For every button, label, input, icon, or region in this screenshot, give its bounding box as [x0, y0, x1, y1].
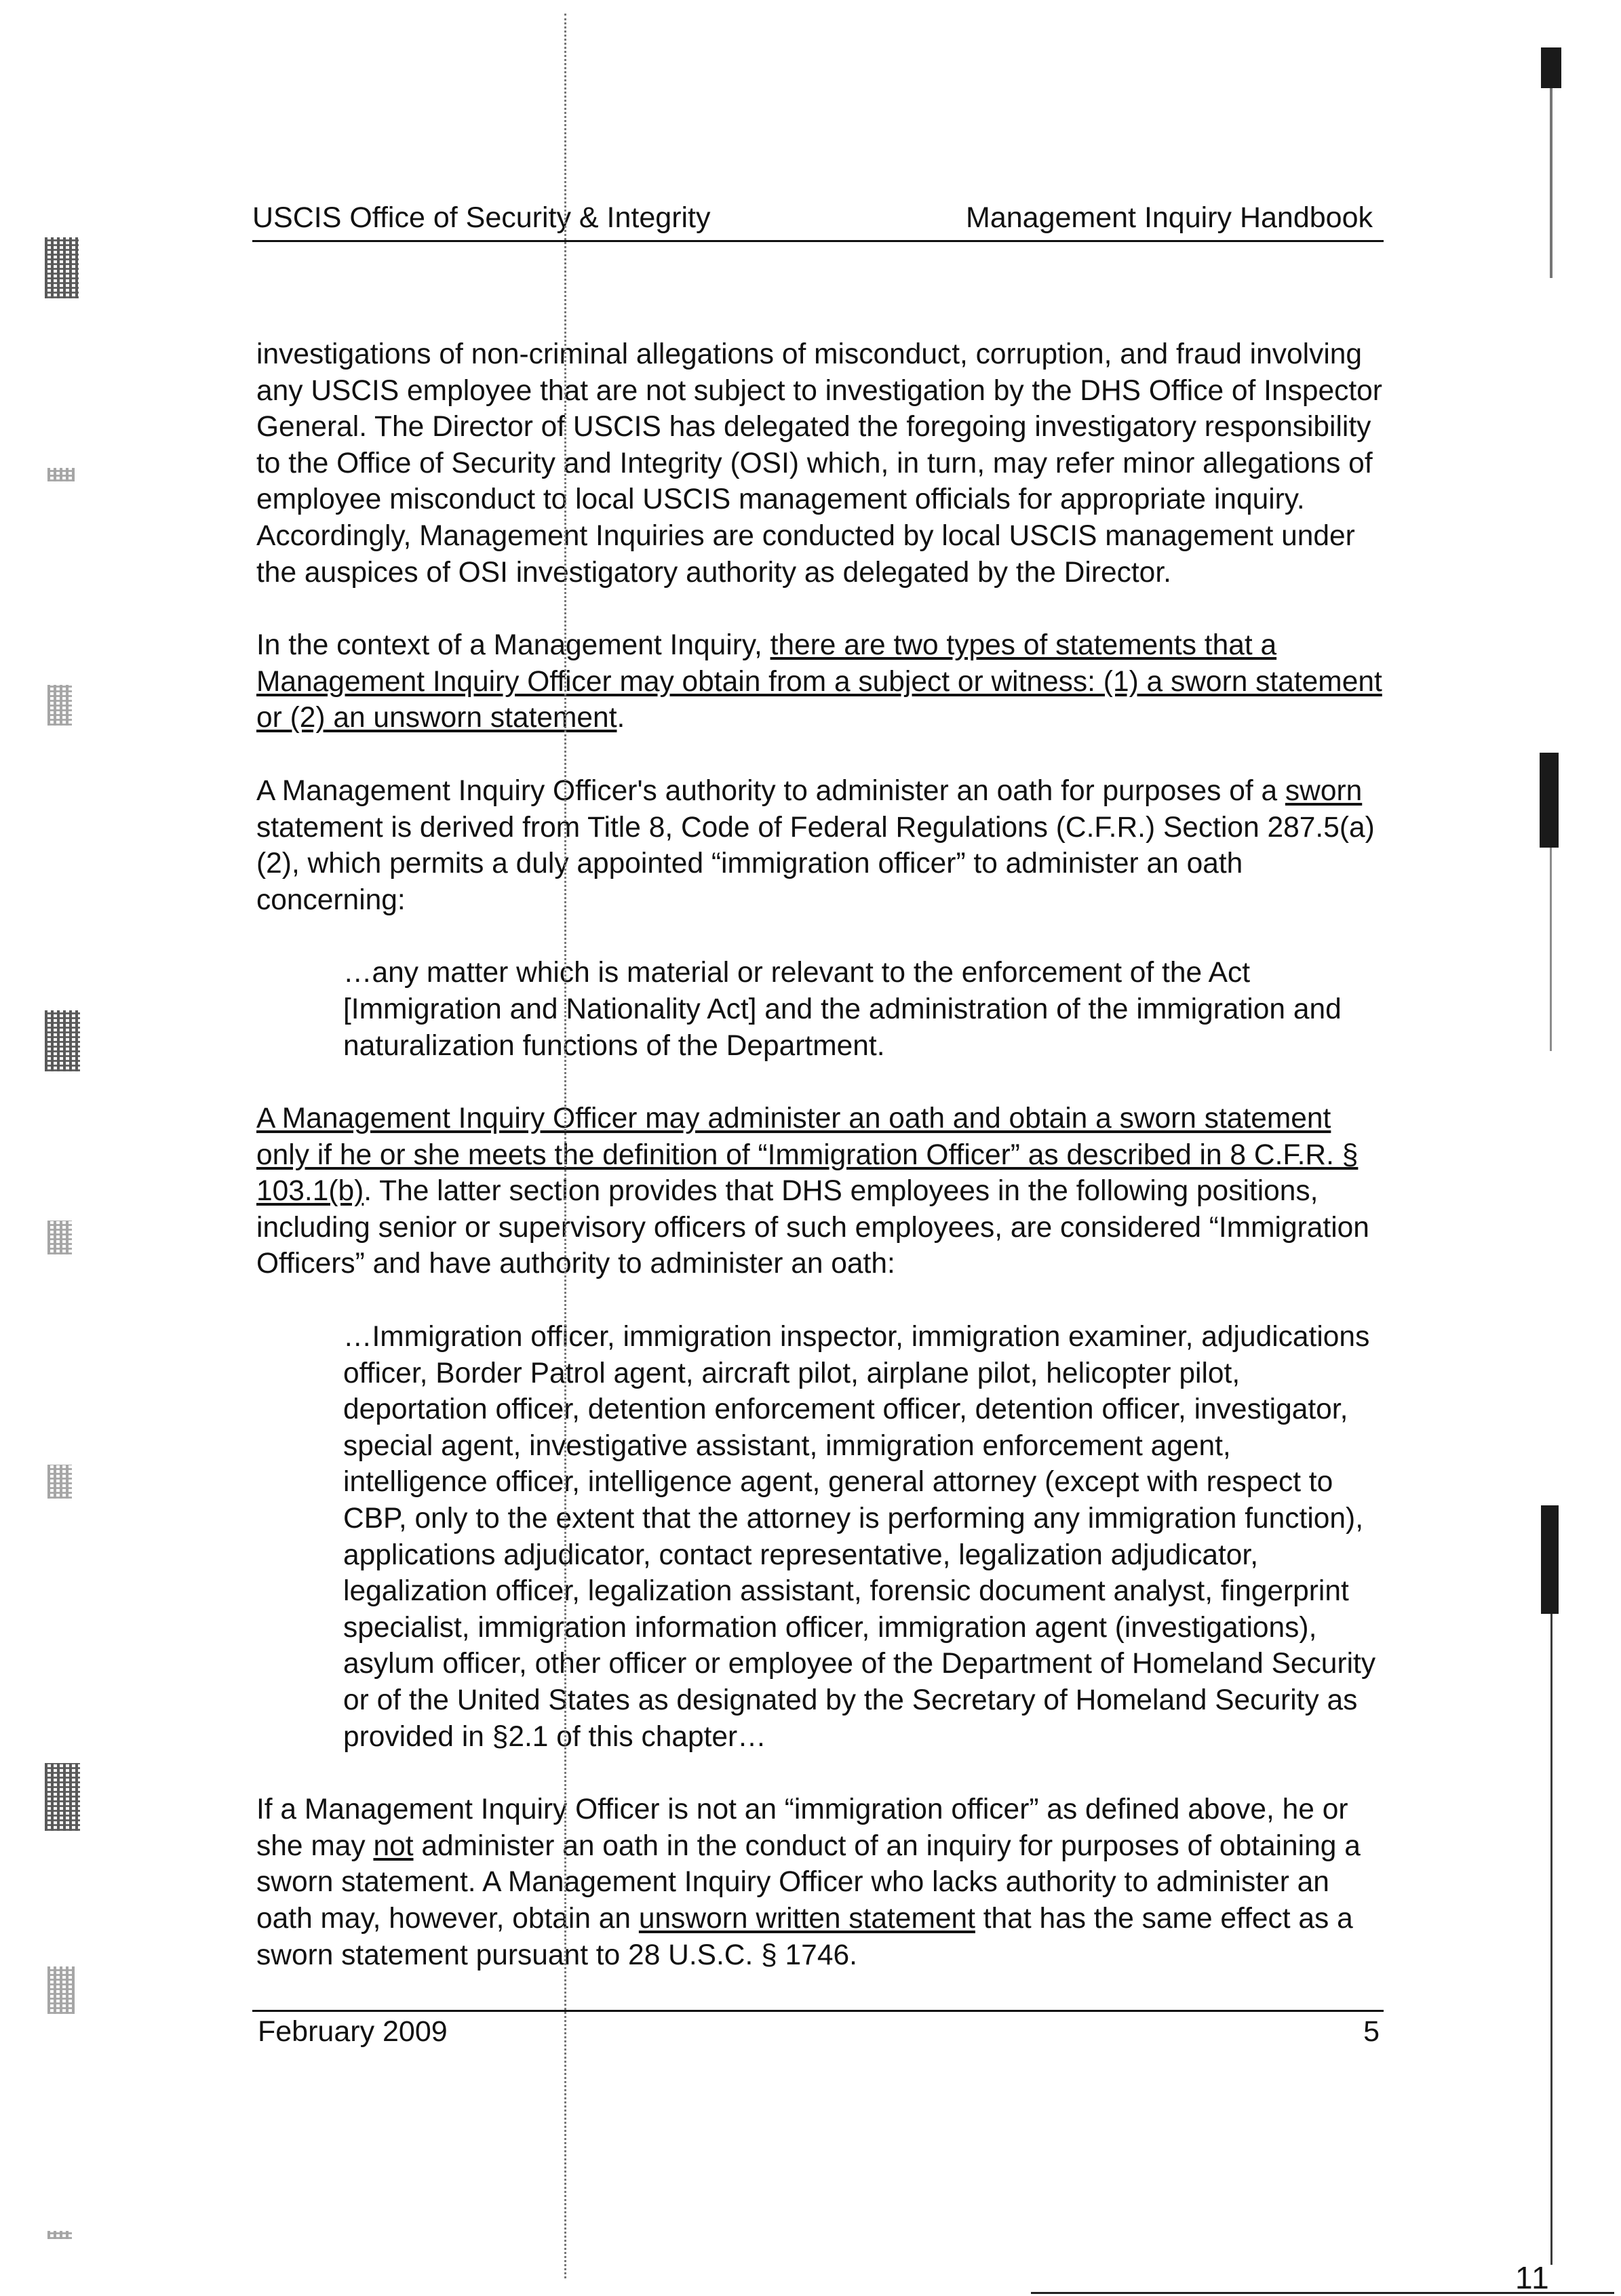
paragraph-lead: A Management Inquiry Officer's authority to administer an oath for purposes of a — [256, 774, 1285, 807]
footer-rule — [252, 2010, 1384, 2012]
scan-speckle — [47, 685, 72, 726]
paragraph-text: that has the same effect as a sworn statement pursuant to 28 U.S.C. § 1746. — [256, 1902, 1353, 1971]
scan-speckle — [47, 1221, 72, 1254]
paragraph-text: If a Management Inquiry Officer is not an “immigration officer” as defined above, he or she may — [256, 1794, 1348, 1862]
paragraph-osi-authority — [256, 336, 1382, 591]
paragraph-unsworn-statement — [256, 1792, 1382, 1973]
header-organization: USCIS Office of Security & Integrity — [252, 201, 711, 234]
quote-text: …any matter which is material or relevant to the enforcement of the Act [Immigration and Nationality Act] and the administration of the immigration and naturalization functions of the Department. — [343, 957, 1342, 1062]
page-header — [252, 198, 1384, 242]
underlined-text: sworn — [1285, 774, 1363, 807]
paragraph-text: investigations of non-criminal allegations of misconduct, corruption, and fraud involving any USCIS employee that are not subject to investigation by the DHS Office of Inspector General. The Director of USCIS has delegated the foregoing investigatory responsibility to the Office of Security and Integrity (OSI) which, in turn, may refer minor allegations of employee misconduct to local USCIS management officials for appropriate inquiry. Accordingly, Management Inquiries are conducted by local USCIS management under the auspices of OSI investigatory authority as delegated by the Director. — [256, 338, 1382, 589]
scan-speckle — [45, 1010, 80, 1071]
paragraph-oath-authority — [256, 773, 1382, 918]
body-text — [256, 336, 1382, 2010]
paragraph-immigration-officer-definition — [256, 1101, 1382, 1282]
scan-speckle — [47, 2231, 72, 2239]
scan-fold-line — [564, 14, 566, 2278]
scan-artifact — [1541, 47, 1561, 88]
underlined-text: A Management Inquiry Officer may administer an oath and obtain a sworn statement only if he or she meets the definition of “Immigration Officer” as described in 8 C.F.R. § 103.1(b) — [256, 1103, 1359, 1208]
scan-speckle — [47, 468, 75, 481]
paragraph-tail: . — [617, 702, 625, 734]
scan-artifact — [1550, 1614, 1552, 2265]
underlined-text: there are two types of statements that a Management Inquiry Officer may obtain from a subject or witness: (1) a sworn statement or (2) an unsworn statement — [256, 629, 1382, 734]
paragraph-tail: . The latter section provides that DHS employees in the following positions, including senior or supervisory officers of such employees, are considered “Immigration Officers” and have authority to administer an oath: — [256, 1175, 1369, 1280]
stamp-rule — [1031, 2292, 1614, 2294]
block-quote-positions — [343, 1319, 1382, 1755]
scan-speckle — [45, 237, 79, 298]
scan-artifact — [1550, 848, 1552, 1051]
paragraph-text: administer an oath in the conduct of an inquiry for purposes of obtaining a sworn statement. A Management Inquiry Officer who lacks authority to administer an oath may, however, obtain an — [256, 1829, 1361, 1935]
underlined-text: unsworn written statement — [638, 1902, 975, 1935]
block-quote-act — [343, 955, 1382, 1064]
quote-text: …Immigration officer, immigration inspector, immigration examiner, adjudications officer, Border Patrol agent, aircraft pilot, airplane pilot, helicopter pilot, deportation officer, detention enforcement officer, detention officer, investigator, special agent, investigative assistant, immigration enforcement agent, intelligence officer, intelligence agent, general attorney (except with respect to CBP, only to the extent that the attorney is performing any immigration function), applications adjudicator, contact representative, legalization adjudicator, legalization officer, legalization assistant, forensic document analyst, fingerprint specialist, immigration information officer, immigration agent (investigations), asylum officer, other officer or employee of the Department of Homeland Security or of the United States as designated by the Secretary of Homeland Security as provided in §2.1 of this chapter… — [343, 1321, 1376, 1753]
scan-speckle — [47, 1966, 75, 2014]
scan-artifact — [1550, 88, 1552, 278]
scan-speckle — [47, 1465, 72, 1499]
footer-page-number: 5 — [1363, 2015, 1380, 2048]
footer-date: February 2009 — [258, 2015, 448, 2048]
paragraph-lead: In the context of a Management Inquiry, — [256, 629, 770, 662]
scan-artifact — [1540, 753, 1559, 848]
scan-speckle — [45, 1763, 80, 1831]
stamp-number: 11 — [1515, 2260, 1550, 2295]
underlined-text: not — [373, 1829, 414, 1862]
paragraph-statement-types — [256, 627, 1382, 736]
paragraph-tail: statement is derived from Title 8, Code of Federal Regulations (C.F.R.) Section 287.5(a)(2), which permits a duly appointed “immigration officer” to administer an oath concerning: — [256, 811, 1375, 916]
scan-artifact — [1541, 1505, 1559, 1614]
header-document-title: Management Inquiry Handbook — [966, 201, 1373, 234]
